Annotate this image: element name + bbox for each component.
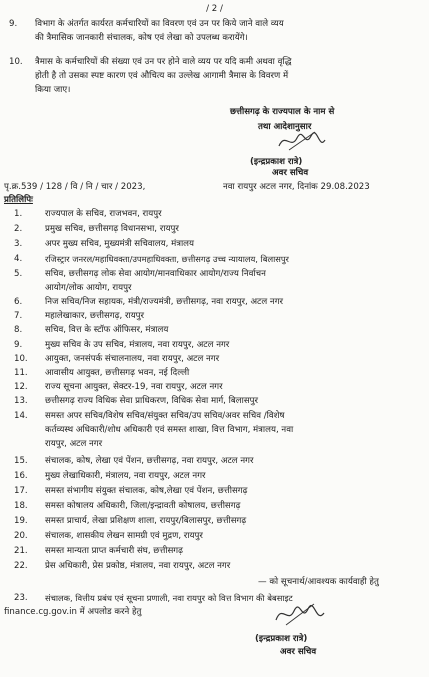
list-item: प्रमुख सचिव, छत्तीसगढ़ विधानसभा, रायपुर [45,224,179,234]
list-item-number: 8. [14,325,23,335]
para-9-line-1: विभाग के अंतर्गत कार्यरत कर्मचारियों का विवरण एवं उन पर किये जाने वाले व्यय [35,19,284,29]
list-item-number: 7. [14,311,23,321]
list-item: संचालक, शासकीय लेखन सामग्री एवं मुद्रण, रायपुर [45,531,203,541]
action-note: — को सूचनार्थ/आवश्यक कार्यवाही हेतु [258,577,379,587]
list-item: अपर मुख्य सचिव, मुख्यमंत्री सचिवालय, मंत्रालय [45,239,194,249]
list-item: निज सचिव/निज सहायक, मंत्री/राज्यमंत्री, छत्तीसगढ़, नवा रायपुर, अटल नगर [45,297,284,307]
list-item: राज्य सूचना आयुक्त, सेक्टर-19, नवा रायपुर, अटल नगर [45,382,223,392]
para-9-number: 9. [9,19,18,29]
list-item: सचिव, छत्तीसगढ़ लोक सेवा आयोग/मानवाधिकार आयोग/राज्य निर्वाचन [45,269,266,279]
list-item: मुख्य सचिव के उप सचिव, मंत्रालय, नवा रायपुर, अटल नगर [45,340,230,350]
list-item-number: 9. [14,340,23,350]
place-date: नवा रायपुर अटल नगर, दिनांक 29.08.2023 [223,182,370,192]
list-item: समस्त अपर सचिव/विशेष सचिव/संयुक्त सचिव/उप सचिव/अवर सचिव /विशेष [45,411,285,421]
list-item: छत्तीसगढ़ राज्य विधिक सेवा प्राधिकरण, विधिक सेवा मार्ग, बिलासपुर [45,396,259,406]
list-item-number: 1. [14,209,23,219]
list-item-number: 4. [14,254,23,264]
by-order-line: तथा आदेशानुसार [258,122,312,132]
list-item-number: 12. [14,382,28,392]
list-item-number: 19. [14,516,28,526]
signatory-name-1: (इन्द्रप्रकाश रात्रे) [250,157,303,167]
list-item-number: 21. [14,546,28,556]
copy-to-heading: प्रतिलिपिः [4,195,33,205]
list-item: समस्त संभागीय संयुक्त संचालक, कोष,लेखा एवं पेंशन, छत्तीसगढ़ [45,486,248,496]
signatory-designation-2: अवर सचिव [280,647,317,657]
signature-1 [275,126,335,156]
list-item-number: 13. [14,396,28,406]
list-item-number: 18. [14,501,28,511]
list-item: संचालक, वित्तीय प्रबंध एवं सूचना प्रणाली, नवा रायपुर को वित्त विभाग की बेबसाइट [45,593,293,603]
list-item-number: 10. [14,354,28,364]
governor-order-line: छत्तीसगढ़ के राज्यपाल के नाम से [230,107,335,117]
signature-2 [272,598,332,630]
para-9-line-2: की त्रैमासिक जानकारी संचालक, कोष एवं लेखा को उपलब्ध करायेंगे। [35,33,248,43]
list-item-number: 15. [14,456,28,466]
list-item: महालेखाकार, छत्तीसगढ़, रायपुर [45,311,145,321]
list-item-number: 3. [14,239,23,249]
list-item: समस्त मान्यता प्राप्त कर्मचारी संघ, छत्तीसगढ़ [45,546,183,556]
para-10-number: 10. [9,57,23,67]
list-item-number: 17. [14,486,28,496]
list-item: प्रेस अधिकारी, प्रेस प्रकोष्ठ, मंत्रालय, नवा रायपुर, अटल नगर [45,561,231,571]
list-item-number: 6. [14,297,23,307]
list-item-continuation: कर्तव्यस्थ अधिकारी/शोध अधिकारी एवं समस्त शाखा, वित्त विभाग, मंत्रालय, नवा [45,425,294,435]
list-item-number: 23. [14,593,28,603]
list-item: समस्त प्राचार्य, लेखा प्रशिक्षण शाला, रायपुर/बिलासपुर, छत्तीसगढ़ [45,516,247,526]
reference-number: पृ.क्र.539 / 128 / वि / नि / चार / 2023, [4,182,146,192]
list-item: मुख्य लेखाधिकारी, मंत्रालय, नवा रायपुर, अटल नगर [45,471,206,481]
list-item-number: 16. [14,471,28,481]
list-item-number: 20. [14,531,28,541]
para-10-line-3: किया जाए। [35,85,71,95]
signatory-designation-1: अवर सचिव [272,168,309,178]
list-item-number: 5. [14,269,23,279]
list-item: संचालक, कोष, लेखा एवं पेंशन, छत्तीसगढ़, नवा रायपुर, अटल नगर [45,456,254,466]
page-number: / 2 / [206,4,223,14]
list-item-number: 2. [14,224,23,234]
list-item: समस्त कोषालय अधिकारी, जिला/इन्द्रावती कोषालय, छत्तीसगढ़ [45,501,241,511]
list-item-continuation: रायपुर, अटल नगर [45,439,103,449]
list-item: राज्यपाल के सचिव, राजभवन, रायपुर [45,209,162,219]
list-item: आवासीय आयुक्त, छत्तीसगढ़ भवन, नई दिल्ली [45,368,190,378]
list-item: सचिव, वित्त के स्टॉफ ऑफिसर, मंत्रालय [45,325,169,335]
list-item: रजिस्ट्रार जनरल/महाधिवक्ता/उपमहाधिवक्ता, छत्तीसगढ़ उच्च न्यायालय, बिलासपुर [45,254,289,264]
list-item-number: 14. [14,411,28,421]
list-item-number: 22. [14,561,28,571]
list-item-continuation: आयोग/लोक आयोग, रायपुर [45,283,132,293]
para-10-line-1: त्रैमास के कर्मचारियों की संख्या एवं उन पर होने वाले व्यय पर यदि कमी अथवा वृद्धि [35,57,292,67]
list-item: आयुक्त, जनसंपर्क संचालनालय, नवा रायपुर, अटल नगर [45,354,220,364]
list-item-continuation: finance.cg.gov.in में अपलोड करने हेतु [4,607,142,617]
list-item-number: 11. [14,368,28,378]
signatory-name-2: (इन्द्रप्रकाश रात्रे) [255,634,308,644]
para-10-line-2: होती है तो उसका स्पष्ट कारण एवं औचित्य का उल्लेख आगामी त्रैमास के विवरण में [35,71,289,81]
